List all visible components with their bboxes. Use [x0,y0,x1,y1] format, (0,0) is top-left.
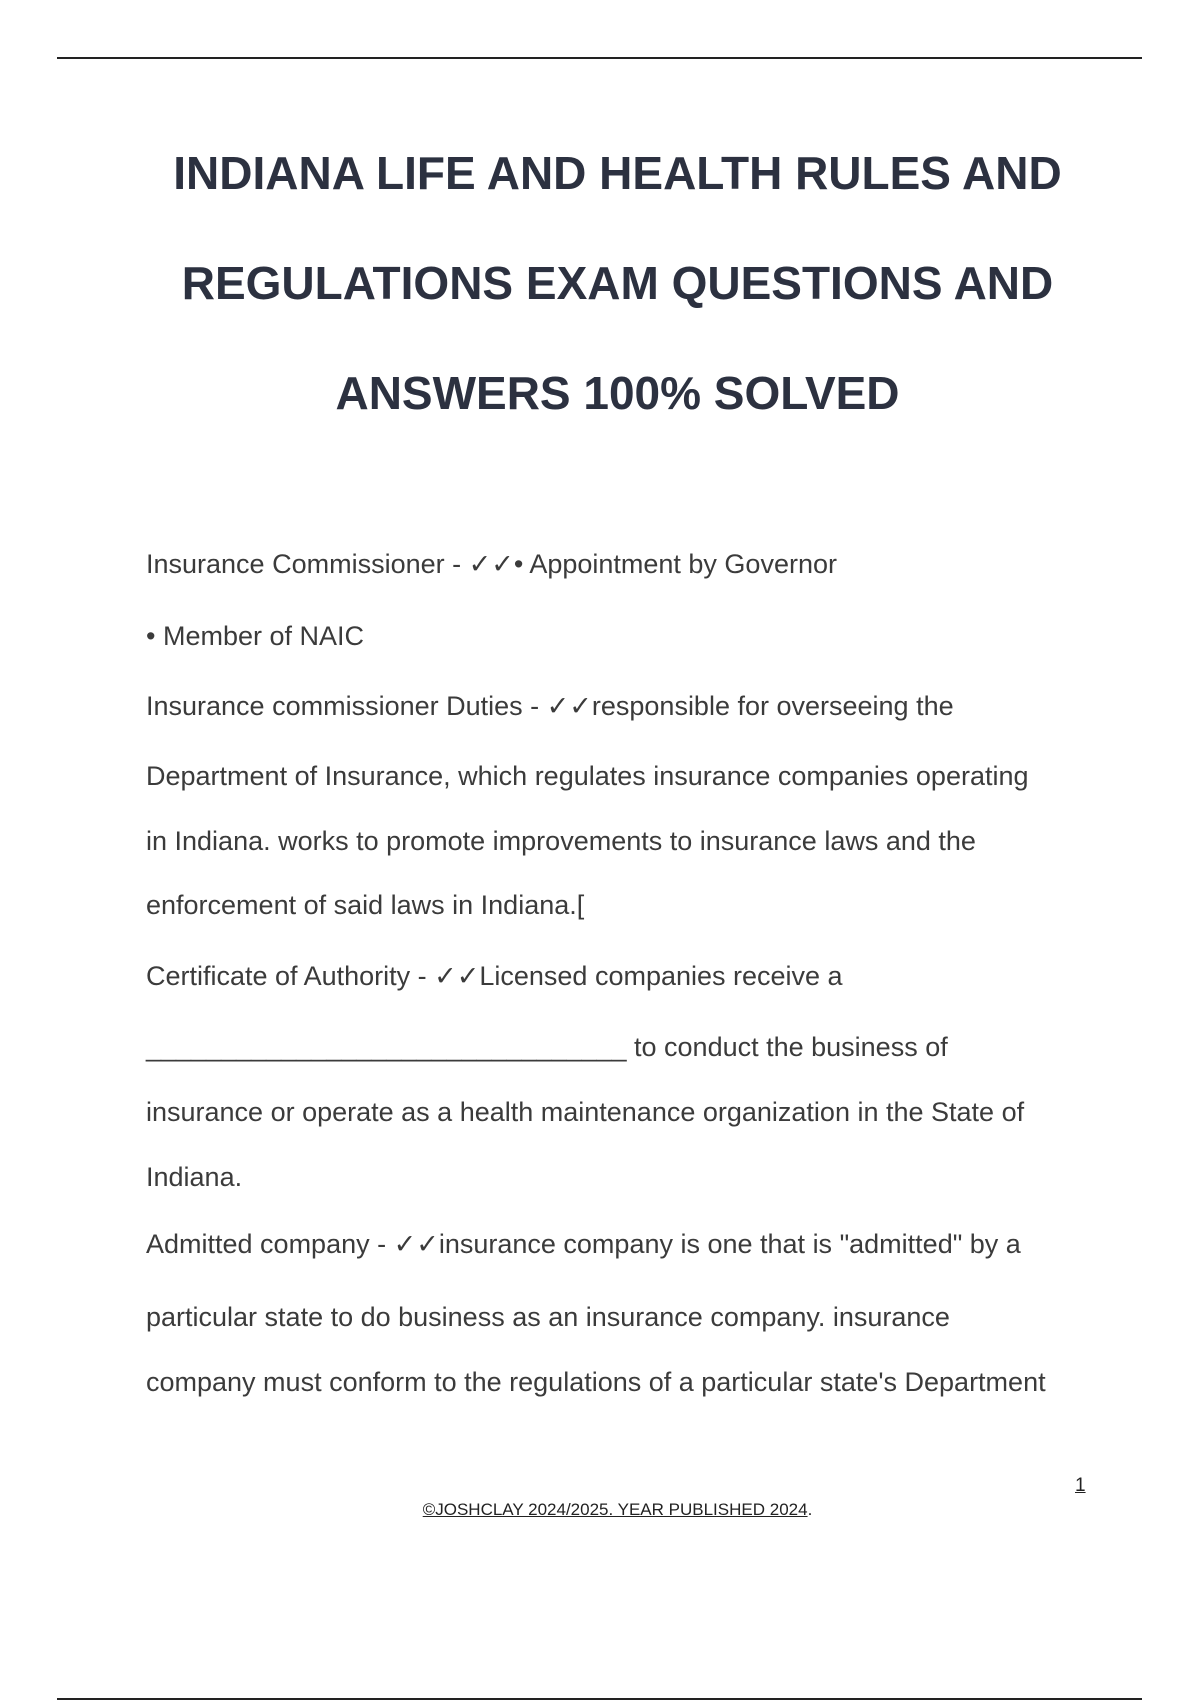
body-line: Insurance commissioner Duties - ✓✓responsible for overseeing the [146,691,954,721]
body-line: insurance or operate as a health maintenance organization in the State of [146,1097,1025,1127]
footer-trailing: . [807,1500,813,1519]
body-line: Admitted company - ✓✓insurance company is one that is "admitted" by a [146,1229,1021,1259]
body-line: ________________________________ to conduct the business of [146,1032,948,1062]
title-line-1: INDIANA LIFE AND HEALTH RULES AND [173,147,1062,199]
body-line: Certificate of Authority - ✓✓Licensed companies receive a [146,961,843,991]
title-line-2: REGULATIONS EXAM QUESTIONS AND [181,257,1054,309]
body-line: in Indiana. works to promote improvements to insurance laws and the [146,826,976,856]
footer [0,1500,1200,1520]
page-number: 1 [1075,1475,1086,1496]
body-line: Insurance Commissioner - ✓✓• Appointment by Governor [146,549,837,579]
top-rule [57,57,1142,59]
title-line-3: ANSWERS 100% SOLVED [335,367,900,419]
body-line: enforcement of said laws in Indiana.[ [146,890,585,920]
body-line: company must conform to the regulations of a particular state's Department [146,1367,1046,1397]
body-line: • Member of NAIC [146,621,365,651]
body-line: Department of Insurance, which regulates insurance companies operating [146,761,1029,791]
footer-copyright: ©JOSHCLAY 2024/2025. YEAR PUBLISHED 2024 [422,1500,808,1519]
body-line: particular state to do business as an insurance company. insurance [146,1302,950,1332]
body-line: Indiana. [146,1162,243,1192]
